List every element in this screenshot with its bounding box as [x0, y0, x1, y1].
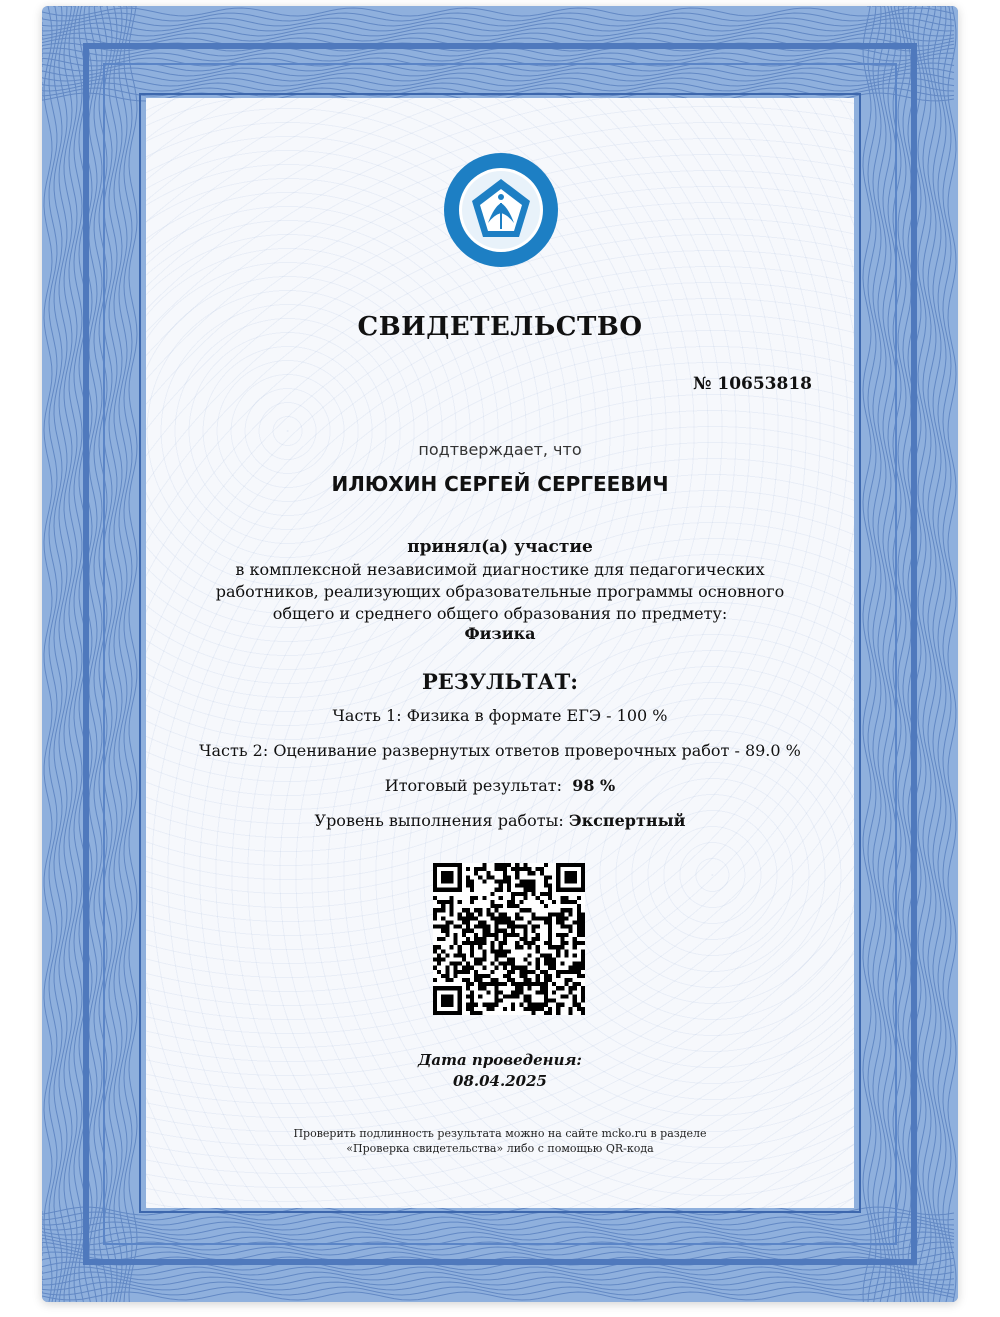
performance-level-label: Уровень выполнения работы: [314, 811, 564, 830]
total-result-label: Итоговый результат: [384, 776, 563, 795]
subject-name: Физика [464, 624, 536, 643]
qr-code [433, 863, 585, 1015]
performance-level-value: Экспертный [568, 811, 686, 830]
certificate-content [42, 6, 958, 1302]
total-result-value: 98 % [572, 776, 616, 795]
part2-result: Часть 2: Оценивание развернутых ответов проверочных работ - 89.0 % [199, 741, 801, 760]
date-value: 08.04.2025 [453, 1072, 547, 1090]
performance-level [42, 811, 958, 830]
recipient-name: ИЛЮХИН СЕРГЕЙ СЕРГЕЕВИЧ [331, 472, 669, 496]
mcko-logo [442, 151, 560, 269]
date-label: Дата проведения: [418, 1051, 582, 1069]
verification-note-line2: «Проверка свидетельства» либо с помощью QR-кода [346, 1142, 654, 1155]
certificate-title: СВИДЕТЕЛЬСТВО [357, 312, 643, 342]
part1-result: Часть 1: Физика в формате ЕГЭ - 100 % [332, 706, 668, 725]
total-result [42, 776, 958, 795]
diagnostic-description: в комплексной независимой диагностике для педагогических работников, реализующих образовательные программы основного общего и среднего общего образования по предмету: [215, 560, 785, 623]
participation-text: принял(а) участие [407, 537, 593, 557]
confirm-text: подтверждает, что [418, 440, 582, 459]
result-heading: РЕЗУЛЬТАТ: [422, 669, 578, 694]
certificate-number: № 10653818 [692, 374, 812, 394]
verification-note-line1: Проверить подлинность результата можно на сайте mcko.ru в разделе [293, 1127, 707, 1140]
